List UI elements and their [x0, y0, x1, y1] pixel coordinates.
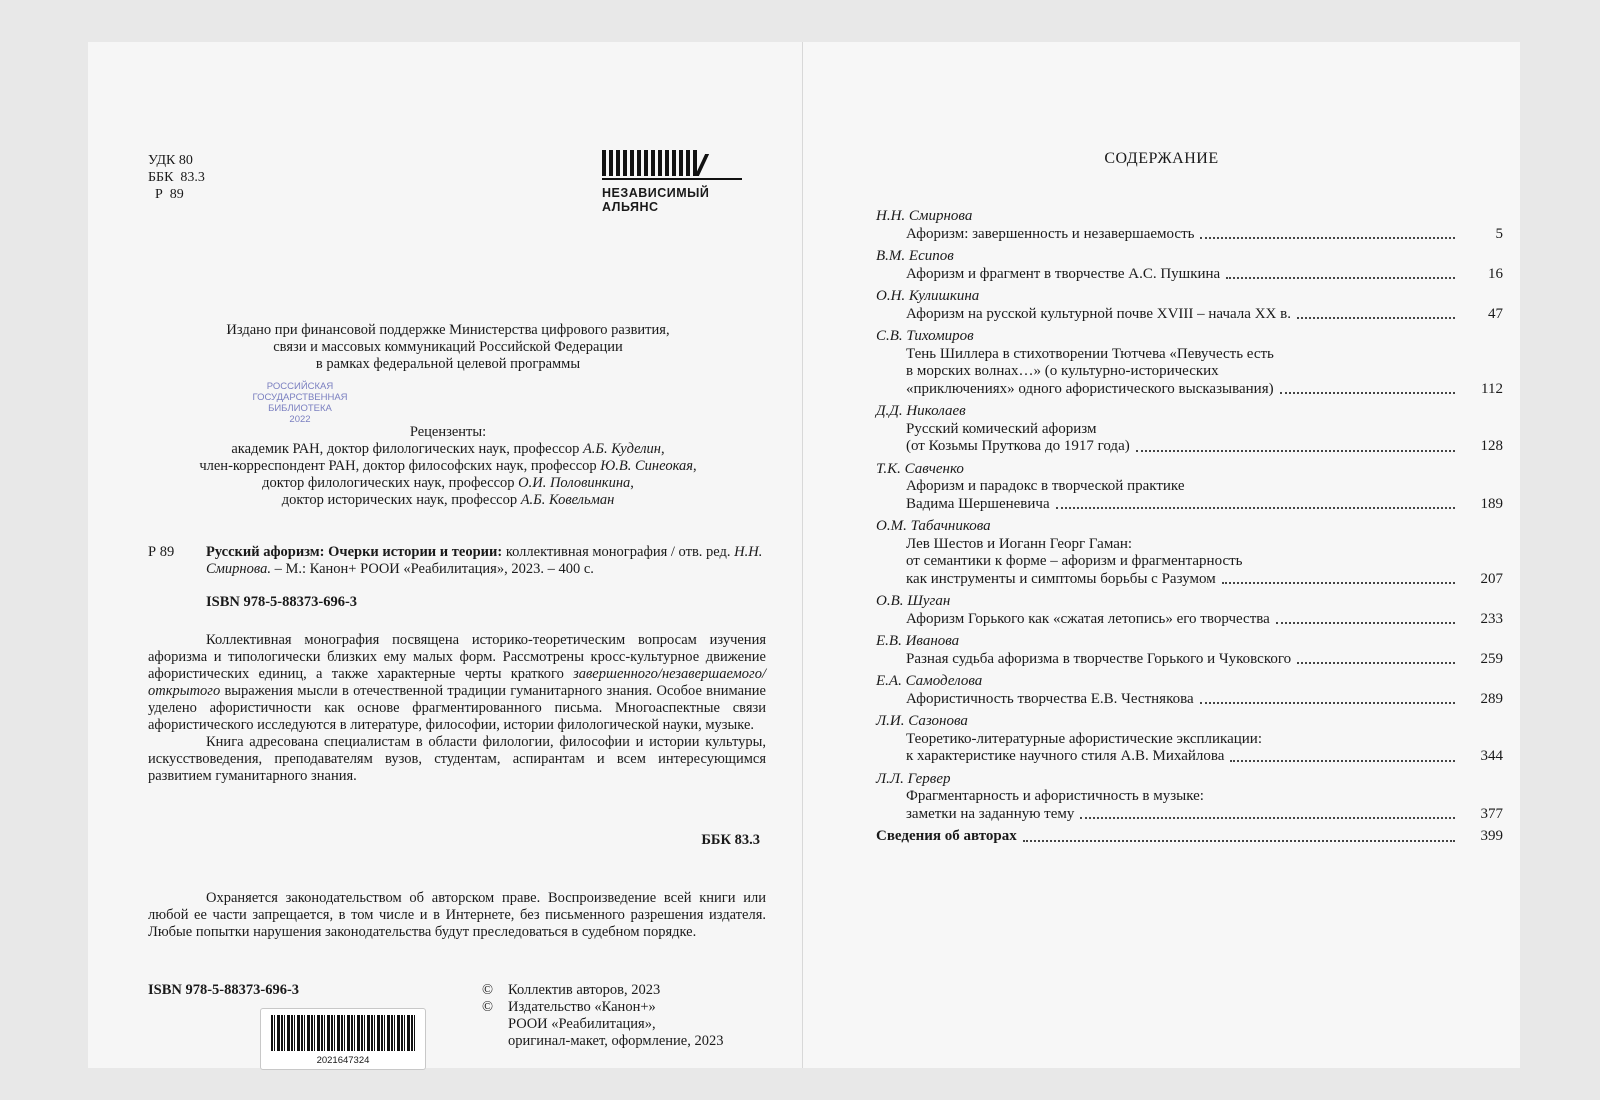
- books-logo-icon: [602, 146, 742, 180]
- logo-text-line2: АЛЬЯНС: [602, 200, 659, 214]
- library-stamp: [232, 381, 368, 425]
- toc-title-line: (от Козьмы Пруткова до 1917 года): [906, 438, 1130, 454]
- right-page: [803, 42, 1520, 1068]
- isbn: ISBN 978-5-88373-696-3: [206, 594, 358, 610]
- dot-leader: [1080, 817, 1455, 819]
- stamp-line: ГОСУДАРСТВЕННАЯ: [252, 392, 348, 403]
- toc-title-line: Афоризм и парадокс в творческой практике: [906, 478, 1185, 494]
- author-mark-code: Р 89: [148, 544, 175, 560]
- toc-page-number: 112: [1481, 380, 1503, 397]
- stamp-line: 2022: [289, 414, 311, 425]
- dot-leader: [1200, 237, 1455, 239]
- toc-title-row: [876, 536, 1503, 589]
- publisher-logo: [602, 146, 742, 214]
- toc-author: В.М. Есипов: [876, 248, 954, 264]
- dot-leader: [1297, 317, 1455, 319]
- toc-title-row: [876, 788, 1503, 823]
- dot-leader: [1056, 507, 1455, 509]
- dot-leader: [1230, 760, 1455, 762]
- copyright-icon: ©: [482, 982, 494, 998]
- toc-author: Н.Н. Смирнова: [876, 208, 973, 224]
- toc-title-line: Лев Шестов и Иоганн Георг Гаман:: [906, 535, 1133, 552]
- reviewer-line: член-корреспондент РАН, доктор философских наук, профессор Ю.В. Синеокая,: [199, 458, 697, 474]
- toc-title-line: Фрагментарность и афористичность в музыке:: [906, 788, 1204, 804]
- table-of-contents: [876, 208, 1503, 846]
- toc-author: О.В. Шуган: [876, 593, 951, 609]
- dot-leader: [1136, 450, 1455, 452]
- toc-author: Е.А. Самоделова: [876, 673, 983, 689]
- toc-page-number: 47: [1488, 305, 1503, 322]
- toc-title-row: [876, 226, 1503, 244]
- toc-page-number: 289: [1480, 690, 1503, 707]
- toc-entry: [876, 461, 1503, 514]
- toc-entry: [876, 288, 1503, 323]
- toc-entry: [876, 328, 1503, 398]
- toc-heading: СОДЕРЖАНИЕ: [1104, 150, 1219, 167]
- barcode-icon: [271, 1015, 415, 1051]
- toc-author: Т.К. Савченко: [876, 460, 964, 477]
- toc-title-row: [876, 731, 1503, 766]
- logo-text-line1: НЕЗАВИСИМЫЙ: [602, 186, 710, 200]
- toc-page-number: 377: [1480, 805, 1503, 822]
- barcode-sticker: [260, 1008, 426, 1070]
- toc-entry: [876, 593, 1503, 628]
- toc-author: О.Н. Кулишкина: [876, 288, 980, 304]
- dot-leader: [1222, 582, 1455, 584]
- funding-line: в рамках федеральной целевой программы: [315, 356, 581, 372]
- reviewers-block: [148, 424, 748, 509]
- dot-leader: [1297, 662, 1455, 664]
- toc-title-line: заметки на заданную тему: [906, 805, 1075, 822]
- bbk-code: ББК 83.3: [148, 170, 205, 185]
- toc-author: Л.Л. Гервер: [876, 770, 951, 787]
- toc-author: О.М. Табачникова: [876, 518, 991, 534]
- toc-title-row: [876, 611, 1503, 629]
- toc-authors-info: [876, 828, 1503, 846]
- toc-entry: [876, 633, 1503, 668]
- toc-title-line: Теоретико-литературные афористические экспликации:: [906, 730, 1262, 747]
- toc-title-row: [876, 651, 1503, 669]
- dot-leader: [1200, 702, 1455, 704]
- copyright-notice: [148, 890, 766, 941]
- toc-entry: [876, 208, 1503, 243]
- toc-page-number: 16: [1488, 265, 1503, 282]
- funding-line: Издано при финансовой поддержке Министерства цифрового развития,: [226, 322, 670, 338]
- toc-page-number: 233: [1480, 610, 1503, 627]
- author-mark: Р 89: [148, 187, 184, 202]
- toc-title-line: Афористичность творчества Е.В. Честнякова: [906, 690, 1194, 707]
- dot-leader: [1023, 840, 1455, 842]
- toc-entry: [876, 713, 1503, 766]
- annotation-paragraph: Коллективная монография посвящена историко-теоретическим вопросам изучения афоризма и типологически близких ему малых форм. Рассмотрены кросс-культурное движение афористических единиц, а также характерные черты краткого завершенного/незавершаемого/открытого выражения мысли в отечественной традиции гуманитарного знания. Особое внимание уделено афористичности как основе фрагментированного письма. Многоаспектные связи афористического исследуются в литературе, философии, истории филологической науки, музыке.: [148, 632, 766, 733]
- toc-entry: [876, 403, 1503, 456]
- toc-title-row: [876, 306, 1503, 324]
- isbn-footer: ISBN 978-5-88373-696-3: [148, 982, 300, 998]
- copyright-row: © Коллектив авторов, 2023: [482, 982, 661, 998]
- toc-author: Л.И. Сазонова: [876, 713, 968, 729]
- toc-title-line: «приключениях» одного афористического высказывания): [906, 380, 1274, 397]
- toc-title-line: Афоризм на русской культурной почве XVIII – начала XX в.: [906, 305, 1291, 322]
- toc-title-row: [876, 478, 1503, 513]
- toc-title-line: в морских волнах…» (о культурно-исторических: [906, 363, 1219, 379]
- toc-page-number: 259: [1480, 650, 1503, 667]
- toc-title-line: к характеристике научного стиля А.В. Михайлова: [906, 748, 1225, 764]
- toc-page-number: 399: [1480, 828, 1503, 844]
- bbk-index: ББК 83.3: [701, 832, 760, 848]
- dot-leader: [1276, 622, 1455, 624]
- toc-author: С.В. Тихомиров: [876, 328, 974, 344]
- toc-page-number: 128: [1480, 438, 1503, 454]
- reviewer-line: доктор исторических наук, профессор А.Б. Ковельман: [281, 492, 615, 508]
- toc-page-number: 207: [1480, 570, 1503, 587]
- annotation: [148, 632, 766, 785]
- udc-code: УДК 80: [148, 153, 193, 168]
- toc-title-line: Афоризм Горького как «сжатая летопись» его творчества: [906, 610, 1270, 627]
- copyright-row: оригинал-макет, оформление, 2023: [508, 1033, 724, 1049]
- toc-author: Е.В. Иванова: [876, 633, 960, 649]
- toc-title-line: как инструменты и симптомы борьбы с Разумом: [906, 570, 1216, 587]
- funding-notice: [148, 322, 748, 373]
- reviewer-line: академик РАН, доктор филологических наук, профессор А.Б. Куделин,: [231, 441, 665, 457]
- toc-page-number: 344: [1480, 748, 1503, 764]
- toc-entry: [876, 518, 1503, 588]
- entry-text: Русский афоризм: Очерки истории и теории: коллективная монография / отв. ред. Н.Н. Смирнова. – М.: Канон+ РООИ «Реабилитация», 2023. – 400 с.: [206, 544, 763, 577]
- toc-title-row: [876, 266, 1503, 284]
- copyright-list: [482, 982, 723, 1050]
- toc-title-row: [876, 346, 1503, 399]
- toc-author: Д.Д. Николаев: [876, 403, 966, 419]
- classification-codes: [148, 152, 205, 203]
- toc-final-title: Сведения об авторах: [876, 828, 1017, 844]
- toc-title-row: [876, 421, 1503, 456]
- toc-title-line: Афоризм: завершенность и незавершаемость: [906, 225, 1195, 242]
- dot-leader: [1226, 277, 1455, 279]
- toc-title-line: Афоризм и фрагмент в творчестве А.С. Пушкина: [906, 265, 1221, 282]
- dot-leader: [1280, 392, 1455, 394]
- stamp-line: РОССИЙСКАЯ: [266, 381, 334, 392]
- toc-entry: [876, 673, 1503, 708]
- copyright-icon: ©: [482, 999, 494, 1015]
- toc-entry: [876, 248, 1503, 283]
- toc-title-line: от семантики к форме – афоризм и фрагментарность: [906, 553, 1243, 569]
- funding-line: связи и массовых коммуникаций Российской Федерации: [273, 339, 623, 355]
- left-page: [88, 42, 803, 1068]
- copyright-row: РООИ «Реабилитация»,: [508, 1016, 656, 1032]
- toc-title-row: [876, 691, 1503, 709]
- toc-page-number: 189: [1480, 495, 1503, 512]
- barcode-number: 2021647324: [316, 1055, 370, 1066]
- toc-entry: [876, 771, 1503, 824]
- toc-title-line: Разная судьба афоризма в творчестве Горького и Чуковского: [906, 650, 1292, 667]
- copyright-paragraph: Охраняется законодательством об авторском праве. Воспроизведение всей книги или любой ее части запрещается, в том числе и в Интернете, без письменного разрешения издателя. Любые попытки нарушения законодательства будут преследоваться в судебном порядке.: [148, 890, 766, 940]
- reviewer-line: доктор филологических наук, профессор О.И. Половинкина,: [262, 475, 634, 491]
- annotation-paragraph: Книга адресована специалистам в области филологии, философии и истории культуры, искусствоведения, преподавателям вузов, студентам, аспирантам и всем интересующимся развитием гуманитарного знания.: [148, 734, 766, 784]
- toc-title-line: Вадима Шершеневича: [906, 495, 1050, 512]
- toc-page-number: 5: [1495, 225, 1503, 242]
- bibliographic-entry: [148, 544, 768, 578]
- toc-title-line: Русский комический афоризм: [906, 420, 1097, 437]
- reviewers-heading: Рецензенты:: [409, 424, 487, 440]
- copyright-row: © Издательство «Канон+»: [482, 999, 656, 1015]
- stamp-line: БИБЛИОТЕКА: [268, 403, 332, 414]
- toc-title-line: Тень Шиллера в стихотворении Тютчева «Певучесть есть: [906, 345, 1274, 362]
